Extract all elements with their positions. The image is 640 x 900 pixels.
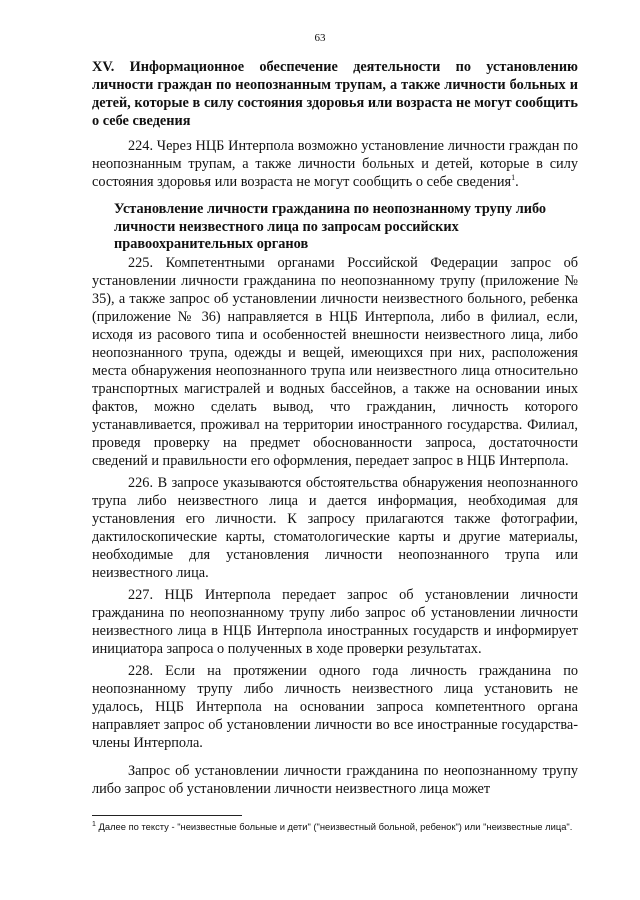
- final-paragraph: Запрос об установлении личности гражданина по неопознанному трупу либо запрос об установлении личности неизвестного лица может: [92, 762, 578, 797]
- footnote: [92, 820, 578, 833]
- footnote-divider: [92, 815, 242, 816]
- page-number: 63: [314, 32, 326, 44]
- body-text: [92, 58, 578, 798]
- footnote-marker: 1: [92, 820, 96, 828]
- paragraph-227: 227. НЦБ Интерпола передает запрос об установлении личности гражданина по неопознанному трупу либо запрос об установлении личности неизвестного лица в НЦБ Интерпола иностранных государств и информирует инициатора запроса о полученных в ходе проверки результатах.: [92, 586, 578, 657]
- paragraph-224-text: 224. Через НЦБ Интерпола возможно установление личности граждан по неопознанным трупам, а также личности больных и детей, которые в силу состояния здоровья или возраста не могут сообщить о себе сведения: [92, 138, 578, 190]
- footnote-reference: 1: [511, 173, 516, 183]
- section-heading: XV. Информационное обеспечение деятельности по установлению личности граждан по неопознанным трупам, а также личности больных и детей, которые в силу состояния здоровья или возраста не могут сообщить о себе сведения: [92, 59, 578, 129]
- paragraph-228: 228. Если на протяжении одного года личность гражданина по неопознанному трупу либо личность неизвестного лица установить не удалось, НЦБ Интерпола на основании запроса компетентного органа направляет запрос об установлении личности во все иностранные государства-члены Интерпола.: [92, 662, 578, 751]
- footnote-text: Далее по тексту - "неизвестные больные и дети" ("неизвестный больной, ребенок") или "неизвестные лица".: [98, 821, 573, 832]
- subsection-heading: Установление личности гражданина по неопознанному трупу либо личности неизвестного лица по запросам российских правоохранительных органов: [114, 201, 547, 252]
- paragraph-224: 224. Через НЦБ Интерпола возможно установление личности граждан по неопознанным трупам, а также личности больных и детей, которые в силу состояния здоровья или возраста не могут сообщить о себе сведения$^1$.: [92, 138, 578, 190]
- paragraph-225: 225. Компетентными органами Российской Федерации запрос об установлении личности гражданина по неопознанному трупу (приложение № 35), а также запрос об установлении личности неизвестного больного, ребенка (приложение № 36) направляется в НЦБ Интерпола, либо в филиал, если, исходя из расового типа и особенностей внешности неизвестного лица, либо неопознанного трупа, одежды и вещей, имеющихся при них, расположения места обнаружения неопознанного трупа или неизвестного лица относительно транспортных магистралей и водных бассейнов, а также на основании иных фактов, можно сделать вывод, что гражданин, личность которого устанавливается, проживал на территории иностранного государства. Филиал, проведя проверку на предмет обоснованности запроса, достаточности сведений и правильности его оформления, передает запрос в НЦБ Интерпола.: [92, 254, 578, 469]
- paragraph-226: 226. В запросе указываются обстоятельства обнаружения неопознанного трупа либо неизвестного лица и дается информация, необходимая для установления его личности. К запросу прилагаются также фотографии, дактилоскопические карты, стоматологические карты и другие материалы, необходимые для установления личности неопознанного трупа или неизвестного лица.: [92, 474, 578, 581]
